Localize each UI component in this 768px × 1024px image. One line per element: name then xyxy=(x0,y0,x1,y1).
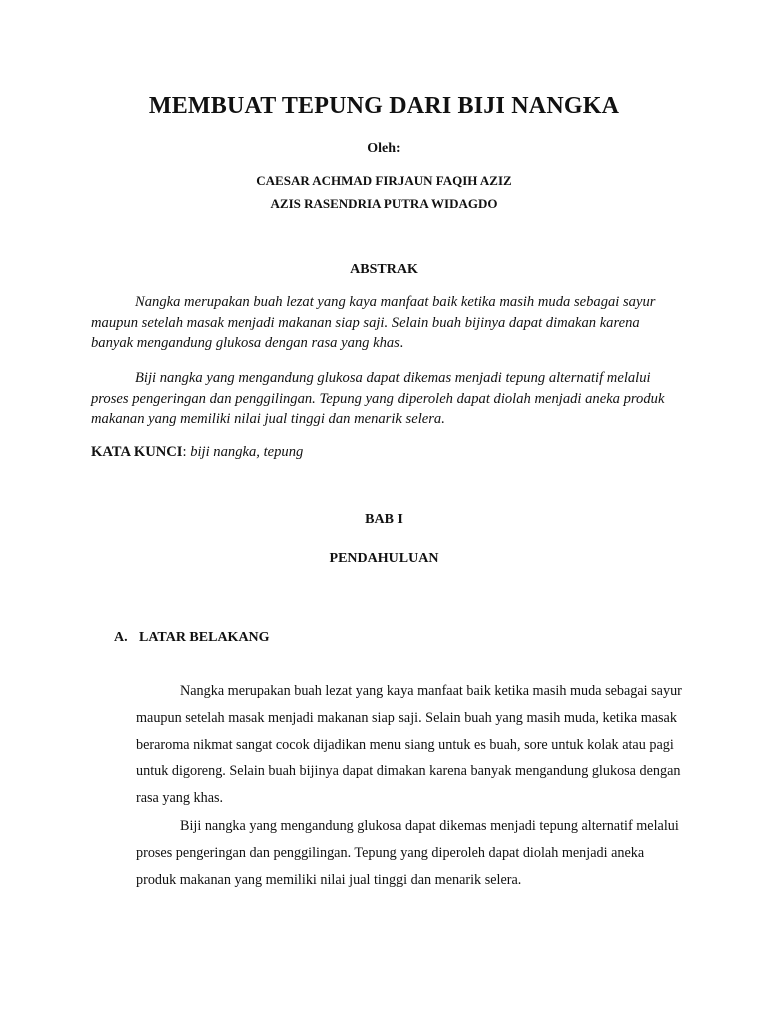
abstract-paragraph: Nangka merupakan buah lezat yang kaya manfaat baik ketika masih muda sebagai sayur maupun setelah masak menjadi makanan siap saji. Selain buah bijinya dapat dimakan karena banyak mengandung glukosa dengan rasa yang khas. xyxy=(91,294,656,351)
abstract-paragraph: Biji nangka yang mengandung glukosa dapat dikemas menjadi tepung alternatif melalui proses pengeringan dan penggilingan. Tepung yang diperoleh dapat diolah menjadi aneka produk makanan yang memiliki nilai jual tinggi dan menarik selera. xyxy=(91,370,665,427)
document-title: MEMBUAT TEPUNG DARI BIJI NANGKA xyxy=(148,93,620,119)
keywords-label: KATA KUNCI xyxy=(91,444,183,460)
keywords-line xyxy=(91,444,303,461)
abstract-heading: ABSTRAK xyxy=(350,262,418,277)
section-number: A. xyxy=(114,630,128,645)
body-paragraph: Nangka merupakan buah lezat yang kaya manfaat baik ketika masih muda sebagai sayur maupun setelah masak menjadi makanan siap saji. Selain buah yang masih muda, ketika masak beraroma nikmat sangat cocok dijadikan menu siang untuk es buah, sore untuk kolak atau pagi untuk digoreng. Selain buah bijinya dapat dimakan karena banyak mengandung glukosa dengan rasa yang khas. xyxy=(136,683,682,807)
keywords-value: biji nangka, tepung xyxy=(190,444,304,460)
section-title: LATAR BELAKANG xyxy=(139,630,270,645)
chapter-title: PENDAHULUAN xyxy=(329,551,439,566)
section-heading xyxy=(114,630,270,646)
author-name: CAESAR ACHMAD FIRJAUN FAQIH AZIZ xyxy=(256,173,512,188)
chapter-number: BAB I xyxy=(365,512,403,527)
body-paragraph: Biji nangka yang mengandung glukosa dapat dikemas menjadi tepung alternatif melalui proses pengeringan dan penggilingan. Tepung yang diperoleh dapat diolah menjadi aneka produk makanan yang memiliki nilai jual tinggi dan menarik selera. xyxy=(136,818,679,888)
author-name: AZIS RASENDRIA PUTRA WIDAGDO xyxy=(270,196,498,211)
keywords-separator: : xyxy=(182,444,191,460)
byline-label: Oleh: xyxy=(367,141,401,156)
